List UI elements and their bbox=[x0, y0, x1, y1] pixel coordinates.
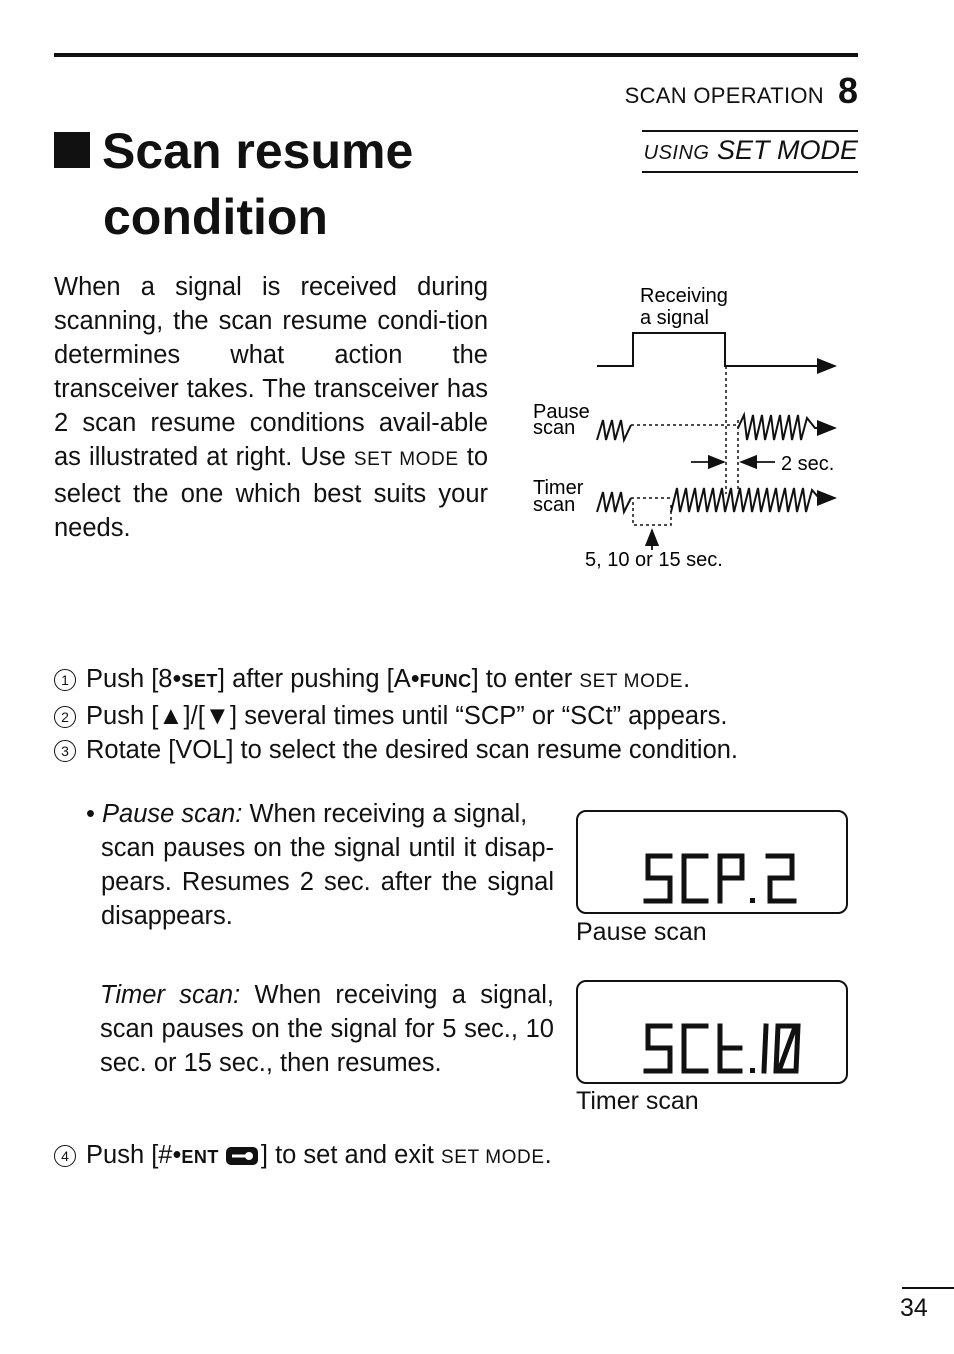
subsection-prefix: USING bbox=[643, 142, 710, 164]
lcd-display-pause bbox=[576, 810, 848, 914]
section-number: 8 bbox=[837, 70, 858, 111]
subsection-name: SET MODE bbox=[716, 135, 858, 165]
step-1-key-func: FUNC bbox=[419, 671, 472, 691]
timer-scan-description bbox=[100, 978, 554, 1080]
pause-scan-term: Pause scan: bbox=[102, 800, 243, 828]
step-4 bbox=[54, 1138, 552, 1175]
timer-scan-label-1: Timer bbox=[533, 477, 584, 499]
timer-scan-text: When receiving a signal, scan pauses on the signal for 5 sec., 10 sec. or 15 sec., then resumes. bbox=[100, 981, 554, 1077]
section-label: SCAN OPERATION bbox=[624, 83, 824, 108]
pause-scan-wave-2 bbox=[738, 415, 835, 440]
timer-scan-label-2: scan bbox=[533, 494, 576, 516]
page-number-rule bbox=[902, 1287, 954, 1289]
pause-scan-label-1: Pause bbox=[533, 401, 590, 423]
pause-scan-wave-1 bbox=[597, 420, 631, 440]
step-4-text-b: ] to set and exit bbox=[260, 1141, 441, 1169]
step-2-number: 2 bbox=[54, 706, 76, 728]
step-1-set-mode: SET MODE bbox=[579, 671, 684, 692]
pause-scan-caption: Pause scan bbox=[576, 918, 707, 946]
timer-scan-wave-1 bbox=[597, 492, 631, 512]
step-3-number: 3 bbox=[54, 740, 76, 762]
subsection-title bbox=[642, 130, 858, 173]
timer-scan-term: Timer scan: bbox=[100, 981, 241, 1009]
lcd-display-timer bbox=[576, 980, 848, 1084]
pause-scan-rest: scan pauses on the signal until it disap-pears. Resumes 2 sec. after the signal disappears. bbox=[101, 834, 554, 930]
pause-bullet: • bbox=[86, 800, 95, 828]
step-3 bbox=[54, 733, 738, 767]
scan-timing-diagram bbox=[525, 280, 855, 580]
step-4-text-a: Push [#• bbox=[86, 1141, 182, 1169]
timer-scan-caption: Timer scan bbox=[576, 1087, 699, 1115]
step-4-key-ent: ENT bbox=[181, 1147, 219, 1167]
square-bullet-icon bbox=[54, 132, 90, 168]
receiving-label-2: a signal bbox=[640, 307, 709, 329]
step-1-text-b: ] after pushing [A• bbox=[217, 665, 420, 693]
title-line-2: condition bbox=[103, 189, 328, 245]
step-1-text-c: ] to enter bbox=[471, 665, 580, 693]
page-title bbox=[54, 118, 413, 250]
step-3-text: Rotate [VOL] to select the desired scan resume condition. bbox=[86, 736, 739, 764]
title-line-1: Scan resume bbox=[102, 123, 414, 179]
step-4-set-mode: SET MODE bbox=[440, 1147, 545, 1168]
step-1-number: 1 bbox=[54, 669, 76, 691]
step-1-text-a: Push [8• bbox=[86, 665, 182, 693]
timer-scan-wave-2 bbox=[671, 488, 835, 512]
step-4-number: 4 bbox=[54, 1145, 76, 1167]
step-2 bbox=[54, 699, 738, 733]
intro-text-2: to select the one which best suits your needs. bbox=[54, 443, 488, 542]
pause-scan-label-2: scan bbox=[533, 417, 576, 439]
section-header bbox=[625, 70, 858, 112]
two-sec-label: 2 sec. bbox=[781, 453, 835, 475]
page-number: 34 bbox=[900, 1294, 928, 1322]
pause-scan-first: When receiving a signal, bbox=[242, 800, 528, 828]
pause-scan-description bbox=[86, 797, 554, 933]
steps-list bbox=[54, 662, 738, 767]
step-1-key-set: SET bbox=[181, 671, 218, 691]
step-1-text-d: . bbox=[683, 665, 691, 693]
key-lock-icon bbox=[225, 1146, 259, 1166]
intro-paragraph bbox=[54, 270, 488, 545]
timer-dashed-box bbox=[633, 502, 671, 525]
step-4-text-c: . bbox=[544, 1141, 552, 1169]
step-2-text: Push [▲]/[▼] several times until “SCP” or “SCt” appears. bbox=[86, 702, 728, 730]
receiving-label-1: Receiving bbox=[640, 285, 728, 307]
timer-values-label: 5, 10 or 15 sec. bbox=[585, 549, 723, 571]
step-1 bbox=[54, 662, 738, 699]
top-rule bbox=[54, 53, 858, 57]
signal-line bbox=[597, 333, 835, 366]
intro-set-mode: SET MODE bbox=[353, 449, 459, 470]
intro-text-1: When a signal is received during scanning, the scan resume condi-tion determines what action the transceiver takes. The transceiver has 2 scan resume conditions avail-able as illustrated at right. Use bbox=[54, 273, 488, 471]
